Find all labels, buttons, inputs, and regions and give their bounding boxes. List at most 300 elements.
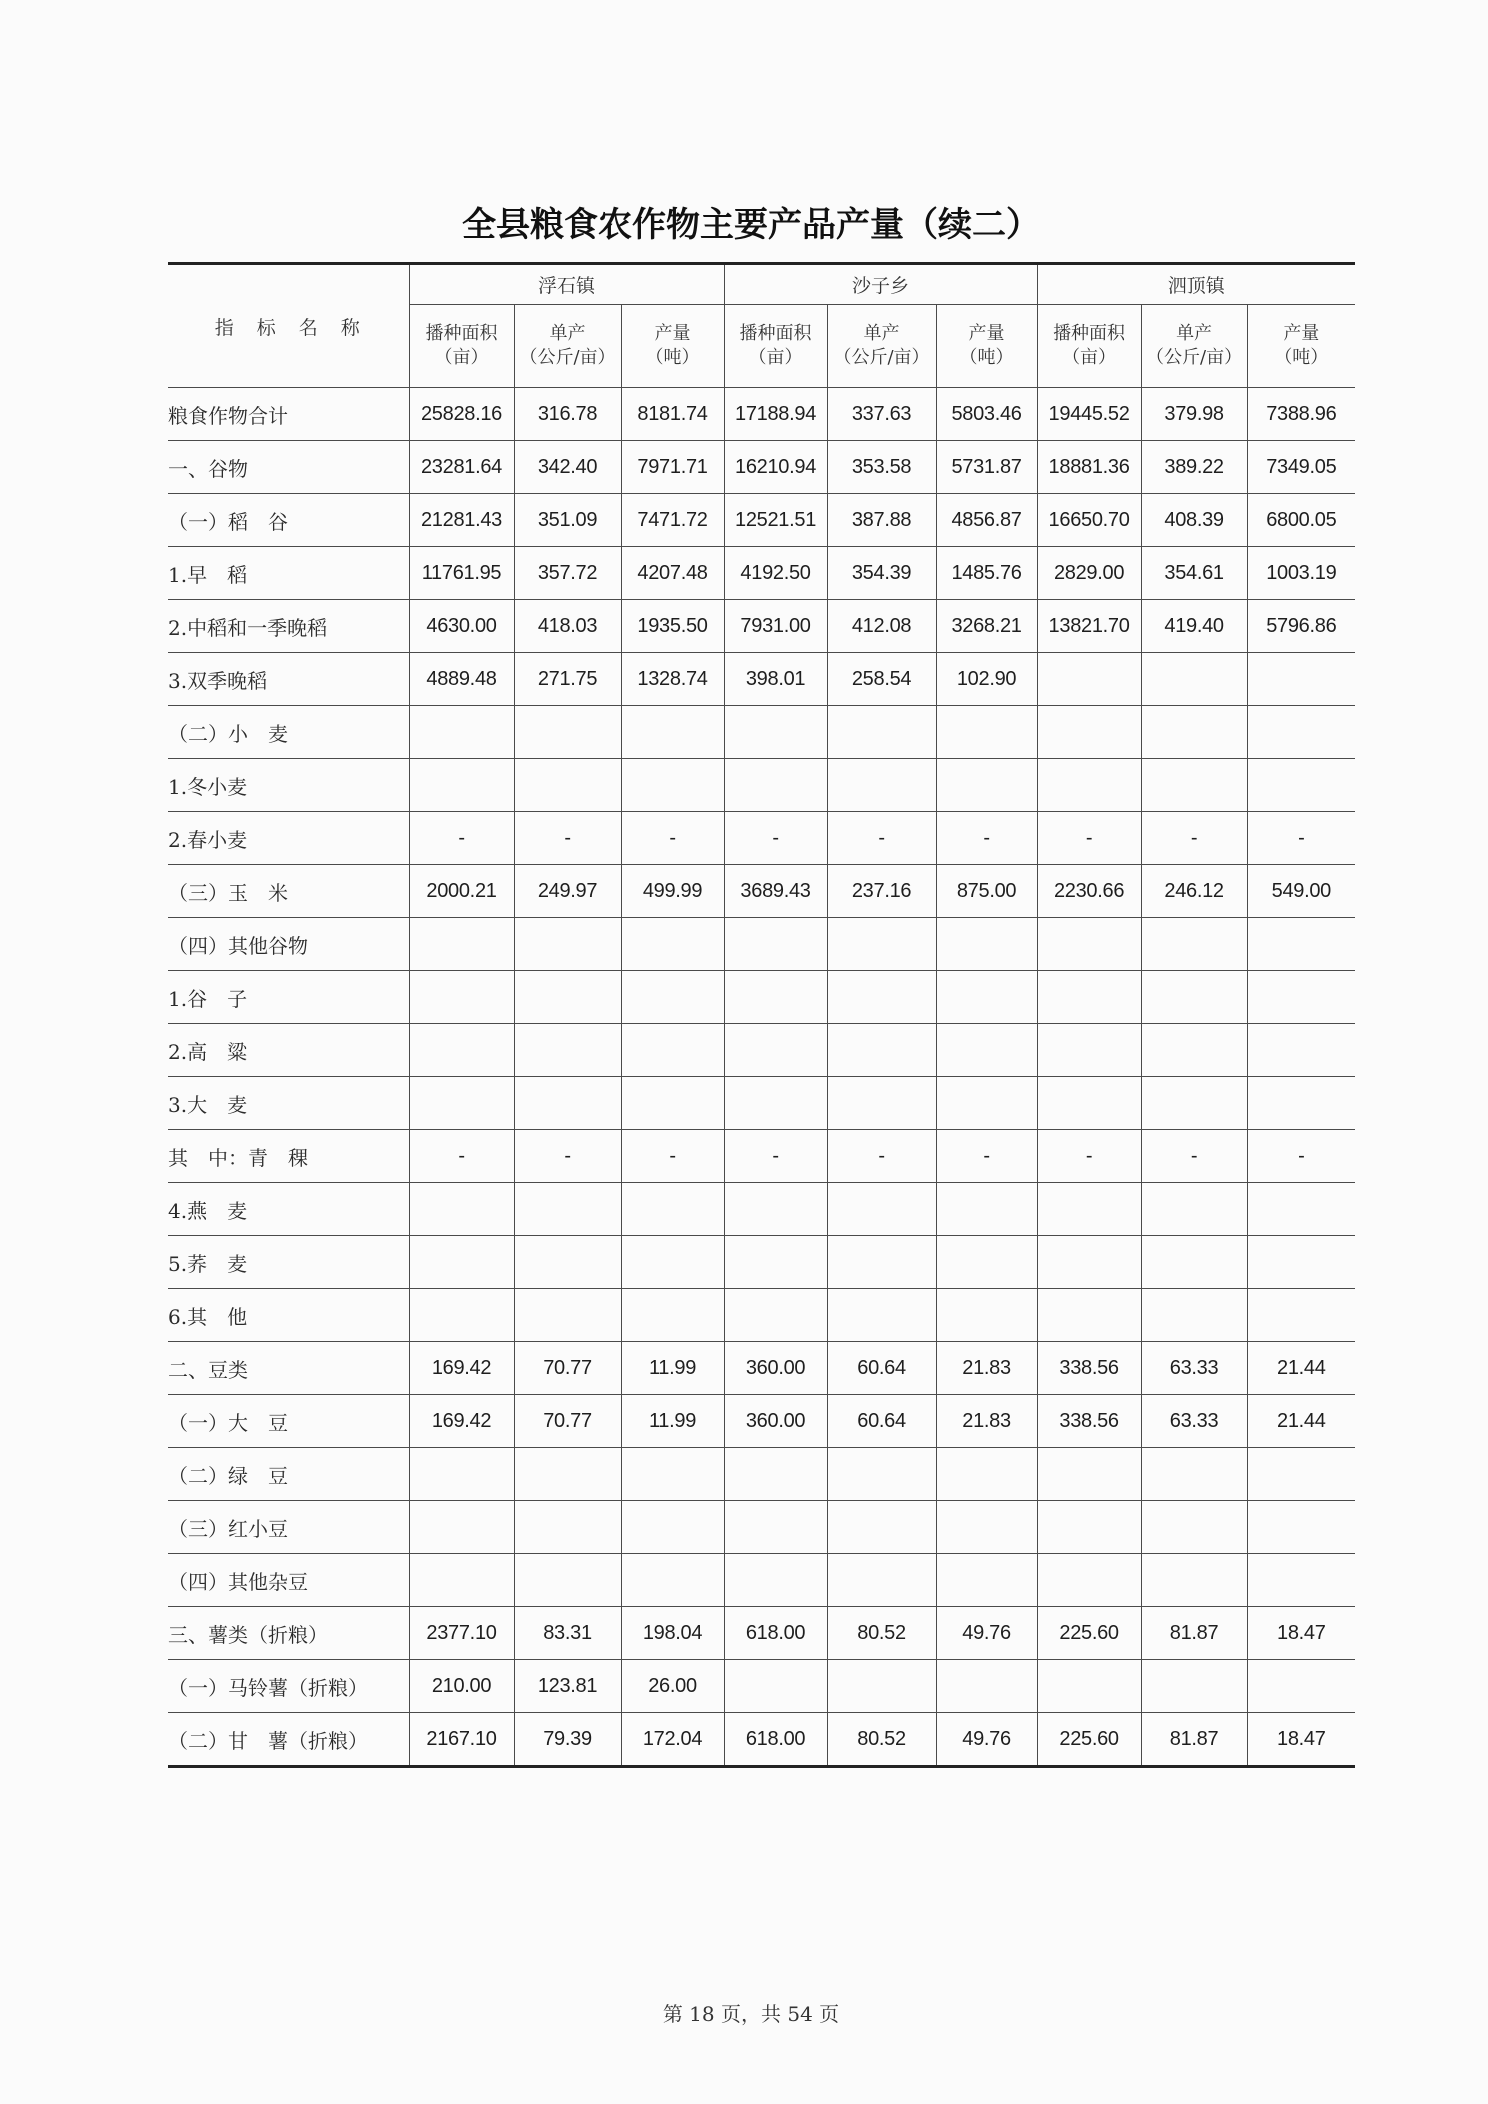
shazi-unit-yield [827, 1236, 936, 1289]
fushi-output: 198.04 [621, 1607, 724, 1660]
siding-unit-yield [1141, 1289, 1247, 1342]
fushi-output [621, 1077, 724, 1130]
siding-sown-area: - [1037, 812, 1141, 865]
column-header-unit-yield [514, 305, 621, 388]
shazi-sown-area [724, 1448, 827, 1501]
fushi-unit-yield [514, 1236, 621, 1289]
grain-yield-table [168, 262, 1355, 1768]
fushi-output [621, 706, 724, 759]
shazi-unit-yield: 60.64 [827, 1395, 936, 1448]
siding-sown-area [1037, 1024, 1141, 1077]
shazi-unit-yield [827, 1289, 936, 1342]
siding-output [1247, 1448, 1355, 1501]
row-label: 2.中稻和一季晚稻 [168, 600, 409, 653]
row-label: （二）绿 豆 [168, 1448, 409, 1501]
fushi-sown-area: 169.42 [409, 1395, 514, 1448]
siding-sown-area [1037, 1236, 1141, 1289]
siding-sown-area: 225.60 [1037, 1607, 1141, 1660]
row-label: 1.冬小麦 [168, 759, 409, 812]
shazi-unit-yield: 354.39 [827, 547, 936, 600]
shazi-unit-yield [827, 1501, 936, 1554]
shazi-sown-area [724, 971, 827, 1024]
siding-output [1247, 653, 1355, 706]
shazi-unit-yield [827, 1660, 936, 1713]
column-header-unit: （公斤/亩） [519, 347, 616, 368]
siding-output: 21.44 [1247, 1342, 1355, 1395]
siding-output: 1003.19 [1247, 547, 1355, 600]
row-label: 其 中：青 稞 [168, 1130, 409, 1183]
fushi-unit-yield [514, 706, 621, 759]
siding-output: - [1247, 1130, 1355, 1183]
shazi-sown-area: 360.00 [724, 1342, 827, 1395]
siding-unit-yield [1141, 1024, 1247, 1077]
shazi-unit-yield: 60.64 [827, 1342, 936, 1395]
siding-sown-area [1037, 759, 1141, 812]
fushi-sown-area: 4889.48 [409, 653, 514, 706]
table-row [168, 653, 1355, 706]
shazi-output: - [936, 1130, 1037, 1183]
table-row [168, 1395, 1355, 1448]
fushi-output [621, 1024, 724, 1077]
table-row [168, 1342, 1355, 1395]
table-row [168, 547, 1355, 600]
siding-output: - [1247, 812, 1355, 865]
table-row [168, 1501, 1355, 1554]
shazi-sown-area: 618.00 [724, 1607, 827, 1660]
siding-sown-area [1037, 1660, 1141, 1713]
shazi-output [936, 1236, 1037, 1289]
siding-output: 549.00 [1247, 865, 1355, 918]
siding-unit-yield [1141, 1077, 1247, 1130]
siding-unit-yield [1141, 759, 1247, 812]
shazi-unit-yield: 353.58 [827, 441, 936, 494]
table-row [168, 1183, 1355, 1236]
column-header-output [621, 305, 724, 388]
row-label: 2.高 粱 [168, 1024, 409, 1077]
siding-sown-area: 16650.70 [1037, 494, 1141, 547]
table-row [168, 441, 1355, 494]
fushi-sown-area: 21281.43 [409, 494, 514, 547]
indicator-name-header: 指 标 名 称 [168, 264, 409, 388]
shazi-output: 21.83 [936, 1342, 1037, 1395]
row-label: 一、谷物 [168, 441, 409, 494]
shazi-unit-yield [827, 918, 936, 971]
fushi-sown-area: - [409, 1130, 514, 1183]
fushi-output: 11.99 [621, 1342, 724, 1395]
siding-output [1247, 918, 1355, 971]
fushi-sown-area: 2167.10 [409, 1713, 514, 1767]
group-header-row [168, 264, 1355, 305]
row-label: （四）其他谷物 [168, 918, 409, 971]
shazi-output: 21.83 [936, 1395, 1037, 1448]
fushi-unit-yield: 316.78 [514, 388, 621, 441]
fushi-output [621, 1448, 724, 1501]
siding-output [1247, 759, 1355, 812]
shazi-sown-area [724, 1289, 827, 1342]
siding-unit-yield [1141, 918, 1247, 971]
fushi-sown-area: 2000.21 [409, 865, 514, 918]
shazi-output [936, 1660, 1037, 1713]
row-label: 6.其 他 [168, 1289, 409, 1342]
column-header-name: 产量 [968, 323, 1005, 344]
shazi-sown-area: 4192.50 [724, 547, 827, 600]
column-header-unit: （吨） [959, 347, 1014, 368]
table-row [168, 971, 1355, 1024]
column-header-output [1247, 305, 1355, 388]
fushi-output [621, 918, 724, 971]
fushi-output: - [621, 1130, 724, 1183]
column-header-unit-yield [1141, 305, 1247, 388]
siding-output: 7388.96 [1247, 388, 1355, 441]
row-label: 1.谷 子 [168, 971, 409, 1024]
fushi-sown-area [409, 759, 514, 812]
fushi-output: 7471.72 [621, 494, 724, 547]
shazi-sown-area [724, 1236, 827, 1289]
fushi-unit-yield [514, 1077, 621, 1130]
shazi-sown-area [724, 1077, 827, 1130]
siding-sown-area: 225.60 [1037, 1713, 1141, 1767]
fushi-output: 7971.71 [621, 441, 724, 494]
column-header-unit: （公斤/亩） [833, 347, 930, 368]
shazi-output: 4856.87 [936, 494, 1037, 547]
fushi-unit-yield [514, 1501, 621, 1554]
column-header-unit: （亩） [1062, 347, 1117, 368]
shazi-sown-area: 3689.43 [724, 865, 827, 918]
siding-unit-yield: 408.39 [1141, 494, 1247, 547]
siding-sown-area: - [1037, 1130, 1141, 1183]
siding-unit-yield: 81.87 [1141, 1713, 1247, 1767]
column-header-sown-area [409, 305, 514, 388]
shazi-output [936, 971, 1037, 1024]
table-row [168, 1077, 1355, 1130]
table-row [168, 1289, 1355, 1342]
siding-output [1247, 1289, 1355, 1342]
row-label: 3.双季晚稻 [168, 653, 409, 706]
fushi-unit-yield: 271.75 [514, 653, 621, 706]
shazi-output [936, 1024, 1037, 1077]
siding-output [1247, 1077, 1355, 1130]
siding-unit-yield [1141, 1501, 1247, 1554]
siding-output [1247, 971, 1355, 1024]
column-header-name: 单产 [863, 323, 900, 344]
table-row [168, 706, 1355, 759]
shazi-sown-area: 398.01 [724, 653, 827, 706]
siding-output [1247, 1183, 1355, 1236]
table-body [168, 388, 1355, 1767]
shazi-unit-yield: - [827, 812, 936, 865]
table-header [168, 264, 1355, 388]
column-header-name: 播种面积 [425, 323, 498, 344]
shazi-sown-area: 17188.94 [724, 388, 827, 441]
fushi-output [621, 1236, 724, 1289]
siding-output: 6800.05 [1247, 494, 1355, 547]
siding-unit-yield [1141, 706, 1247, 759]
siding-output: 18.47 [1247, 1607, 1355, 1660]
shazi-unit-yield: 80.52 [827, 1713, 936, 1767]
column-header-unit: （公斤/亩） [1146, 347, 1243, 368]
shazi-sown-area [724, 706, 827, 759]
group-header-shazi: 沙子乡 [724, 264, 1037, 305]
fushi-sown-area: 11761.95 [409, 547, 514, 600]
fushi-unit-yield: 357.72 [514, 547, 621, 600]
shazi-output [936, 1448, 1037, 1501]
fushi-unit-yield [514, 759, 621, 812]
shazi-sown-area: 618.00 [724, 1713, 827, 1767]
fushi-unit-yield: 83.31 [514, 1607, 621, 1660]
row-label: （四）其他杂豆 [168, 1554, 409, 1607]
row-label: （三）玉 米 [168, 865, 409, 918]
fushi-sown-area: 4630.00 [409, 600, 514, 653]
siding-output [1247, 1024, 1355, 1077]
shazi-output [936, 759, 1037, 812]
page-title: 全县粮食农作物主要产品产量（续二） [462, 205, 1040, 245]
fushi-output [621, 1501, 724, 1554]
siding-unit-yield [1141, 1236, 1247, 1289]
siding-unit-yield [1141, 1183, 1247, 1236]
siding-sown-area [1037, 1289, 1141, 1342]
siding-sown-area: 18881.36 [1037, 441, 1141, 494]
shazi-output: 3268.21 [936, 600, 1037, 653]
siding-unit-yield: 419.40 [1141, 600, 1247, 653]
siding-unit-yield: 246.12 [1141, 865, 1247, 918]
page-number: 第 18 页，共 54 页 [662, 2002, 840, 2026]
shazi-output: 875.00 [936, 865, 1037, 918]
siding-unit-yield: - [1141, 812, 1247, 865]
row-label: （二）甘 薯（折粮） [168, 1713, 409, 1767]
table-row [168, 918, 1355, 971]
column-header-name: 产量 [654, 323, 691, 344]
shazi-unit-yield: 387.88 [827, 494, 936, 547]
shazi-unit-yield: 258.54 [827, 653, 936, 706]
shazi-output: 49.76 [936, 1607, 1037, 1660]
siding-unit-yield [1141, 1554, 1247, 1607]
siding-sown-area [1037, 706, 1141, 759]
column-header-output [936, 305, 1037, 388]
shazi-sown-area: 7931.00 [724, 600, 827, 653]
fushi-sown-area [409, 1077, 514, 1130]
shazi-unit-yield [827, 1077, 936, 1130]
fushi-sown-area [409, 1183, 514, 1236]
siding-output [1247, 1236, 1355, 1289]
fushi-sown-area [409, 1289, 514, 1342]
fushi-output [621, 1554, 724, 1607]
fushi-sown-area: 25828.16 [409, 388, 514, 441]
siding-sown-area: 2230.66 [1037, 865, 1141, 918]
siding-output: 7349.05 [1247, 441, 1355, 494]
row-label: 2.春小麦 [168, 812, 409, 865]
fushi-output: 1935.50 [621, 600, 724, 653]
siding-sown-area: 19445.52 [1037, 388, 1141, 441]
fushi-output: 11.99 [621, 1395, 724, 1448]
shazi-output: 49.76 [936, 1713, 1037, 1767]
fushi-unit-yield: 418.03 [514, 600, 621, 653]
table-row [168, 1607, 1355, 1660]
table-row [168, 388, 1355, 441]
siding-unit-yield [1141, 653, 1247, 706]
siding-output [1247, 1660, 1355, 1713]
row-label: 3.大 麦 [168, 1077, 409, 1130]
siding-sown-area: 338.56 [1037, 1342, 1141, 1395]
table-row [168, 600, 1355, 653]
siding-output [1247, 1501, 1355, 1554]
fushi-unit-yield [514, 1024, 621, 1077]
table-row [168, 1236, 1355, 1289]
siding-sown-area [1037, 1183, 1141, 1236]
fushi-output [621, 1183, 724, 1236]
fushi-output: - [621, 812, 724, 865]
siding-unit-yield [1141, 971, 1247, 1024]
fushi-unit-yield: 79.39 [514, 1713, 621, 1767]
shazi-unit-yield [827, 1183, 936, 1236]
fushi-output: 499.99 [621, 865, 724, 918]
table-row [168, 1024, 1355, 1077]
fushi-output [621, 759, 724, 812]
shazi-output: - [936, 812, 1037, 865]
shazi-unit-yield [827, 1448, 936, 1501]
fushi-sown-area: 2377.10 [409, 1607, 514, 1660]
siding-output: 5796.86 [1247, 600, 1355, 653]
shazi-output: 5731.87 [936, 441, 1037, 494]
siding-unit-yield: 354.61 [1141, 547, 1247, 600]
siding-sown-area [1037, 971, 1141, 1024]
fushi-unit-yield [514, 918, 621, 971]
column-header-name: 播种面积 [739, 323, 812, 344]
shazi-output [936, 1501, 1037, 1554]
fushi-sown-area [409, 706, 514, 759]
fushi-sown-area [409, 1501, 514, 1554]
row-label: （一）稻 谷 [168, 494, 409, 547]
fushi-unit-yield: 342.40 [514, 441, 621, 494]
fushi-sown-area [409, 1448, 514, 1501]
fushi-sown-area [409, 971, 514, 1024]
shazi-sown-area: - [724, 812, 827, 865]
row-label: 粮食作物合计 [168, 388, 409, 441]
table-row [168, 865, 1355, 918]
siding-unit-yield: 389.22 [1141, 441, 1247, 494]
siding-sown-area: 338.56 [1037, 1395, 1141, 1448]
shazi-output: 1485.76 [936, 547, 1037, 600]
column-header-name: 产量 [1283, 323, 1320, 344]
siding-output: 18.47 [1247, 1713, 1355, 1767]
shazi-unit-yield [827, 706, 936, 759]
shazi-sown-area [724, 1501, 827, 1554]
row-label: （一）大 豆 [168, 1395, 409, 1448]
column-header-unit: （吨） [1274, 347, 1329, 368]
table-row [168, 1448, 1355, 1501]
shazi-output [936, 1183, 1037, 1236]
fushi-output [621, 971, 724, 1024]
table-row [168, 1554, 1355, 1607]
siding-sown-area [1037, 1554, 1141, 1607]
shazi-sown-area: 360.00 [724, 1395, 827, 1448]
siding-output [1247, 706, 1355, 759]
shazi-unit-yield: - [827, 1130, 936, 1183]
shazi-output: 5803.46 [936, 388, 1037, 441]
siding-output [1247, 1554, 1355, 1607]
shazi-output [936, 918, 1037, 971]
shazi-sown-area: 12521.51 [724, 494, 827, 547]
row-label: （一）马铃薯（折粮） [168, 1660, 409, 1713]
shazi-unit-yield: 237.16 [827, 865, 936, 918]
fushi-sown-area [409, 1024, 514, 1077]
shazi-unit-yield: 412.08 [827, 600, 936, 653]
shazi-sown-area [724, 1660, 827, 1713]
shazi-sown-area [724, 1554, 827, 1607]
shazi-output [936, 1077, 1037, 1130]
fushi-unit-yield: - [514, 812, 621, 865]
fushi-output: 1328.74 [621, 653, 724, 706]
table-row [168, 1130, 1355, 1183]
row-label: 三、薯类（折粮） [168, 1607, 409, 1660]
siding-unit-yield [1141, 1660, 1247, 1713]
shazi-unit-yield [827, 971, 936, 1024]
siding-sown-area [1037, 1077, 1141, 1130]
siding-sown-area: 13821.70 [1037, 600, 1141, 653]
column-header-unit: （亩） [434, 347, 489, 368]
shazi-sown-area: 16210.94 [724, 441, 827, 494]
shazi-output [936, 1554, 1037, 1607]
fushi-sown-area [409, 918, 514, 971]
fushi-sown-area: 210.00 [409, 1660, 514, 1713]
table-row [168, 494, 1355, 547]
fushi-unit-yield [514, 971, 621, 1024]
fushi-output: 4207.48 [621, 547, 724, 600]
shazi-sown-area [724, 1183, 827, 1236]
table-row [168, 759, 1355, 812]
siding-sown-area [1037, 1501, 1141, 1554]
shazi-unit-yield [827, 759, 936, 812]
siding-unit-yield: 81.87 [1141, 1607, 1247, 1660]
column-header-sown-area [1037, 305, 1141, 388]
group-header-fushi: 浮石镇 [409, 264, 724, 305]
fushi-unit-yield [514, 1554, 621, 1607]
column-header-name: 单产 [549, 323, 586, 344]
row-label: 二、豆类 [168, 1342, 409, 1395]
fushi-unit-yield [514, 1183, 621, 1236]
fushi-sown-area: 169.42 [409, 1342, 514, 1395]
table-row [168, 1660, 1355, 1713]
fushi-output: 26.00 [621, 1660, 724, 1713]
siding-sown-area [1037, 653, 1141, 706]
fushi-unit-yield [514, 1448, 621, 1501]
shazi-sown-area [724, 1024, 827, 1077]
siding-unit-yield: 379.98 [1141, 388, 1247, 441]
fushi-unit-yield: - [514, 1130, 621, 1183]
fushi-unit-yield [514, 1289, 621, 1342]
row-label: （三）红小豆 [168, 1501, 409, 1554]
fushi-unit-yield: 70.77 [514, 1342, 621, 1395]
row-label: 5.荞 麦 [168, 1236, 409, 1289]
fushi-unit-yield: 123.81 [514, 1660, 621, 1713]
fushi-sown-area [409, 1554, 514, 1607]
fushi-unit-yield: 70.77 [514, 1395, 621, 1448]
shazi-unit-yield: 337.63 [827, 388, 936, 441]
row-label: 1.早 稻 [168, 547, 409, 600]
shazi-output: 102.90 [936, 653, 1037, 706]
group-header-siding: 泗顶镇 [1037, 264, 1355, 305]
column-header-name: 单产 [1176, 323, 1213, 344]
fushi-output: 172.04 [621, 1713, 724, 1767]
siding-unit-yield [1141, 1448, 1247, 1501]
fushi-output: 8181.74 [621, 388, 724, 441]
siding-output: 21.44 [1247, 1395, 1355, 1448]
table-row [168, 812, 1355, 865]
shazi-sown-area [724, 918, 827, 971]
siding-sown-area [1037, 1448, 1141, 1501]
table-row [168, 1713, 1355, 1767]
fushi-sown-area: - [409, 812, 514, 865]
column-header-unit: （吨） [645, 347, 700, 368]
